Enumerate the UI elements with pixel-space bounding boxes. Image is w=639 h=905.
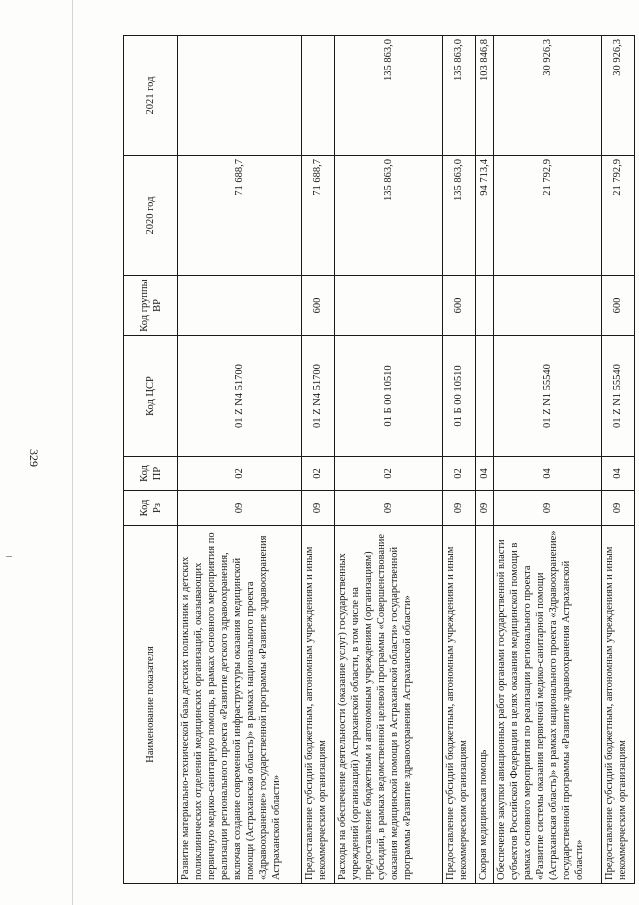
row-vr	[494, 276, 602, 336]
row-csr: 01 Z N1 55540	[494, 336, 602, 457]
row-csr	[475, 336, 493, 457]
row-csr: 01 Б 00 10510	[334, 336, 442, 457]
row-pr: 02	[442, 457, 475, 491]
row-csr: 01 Z N4 51700	[301, 336, 334, 457]
table-row	[601, 36, 634, 884]
row-name: Предоставление субсидий бюджетным, автономным учреждениям и иным некоммерческим организациям	[301, 526, 334, 884]
row-2020: 135 863,0	[334, 156, 442, 276]
row-pr: 04	[494, 457, 602, 491]
row-rz: 09	[494, 491, 602, 526]
row-2021	[301, 36, 334, 156]
row-vr	[178, 276, 302, 336]
row-2021: 135 863,0	[442, 36, 475, 156]
row-2020: 94 713,4	[475, 156, 493, 276]
row-csr: 01 Z N4 51700	[178, 336, 302, 457]
row-name: Расходы на обеспечение деятельности (оказание услуг) государственных учреждений (организаций) Астраханской области, в том числе на предоставление бюджетным и автономным учреждениям (организациям) субсидий, в рамках ведомственной целевой программы «Совершенствование оказания медицинской помощи в Астраханской области» государственной программы «Развитие здравоохранения Астраханской области»	[334, 526, 442, 884]
header-2021: 2021 год	[124, 36, 178, 156]
header-name: Наименование показателя	[124, 526, 178, 884]
row-csr: 01 Б 00 10510	[442, 336, 475, 457]
rotated-page-content	[123, 36, 635, 884]
header-vr: Код группы ВР	[124, 276, 178, 336]
row-2021: 30 926,3	[601, 36, 634, 156]
row-rz: 09	[334, 491, 442, 526]
table-row	[334, 36, 442, 884]
table-row	[442, 36, 475, 884]
budget-table	[123, 35, 635, 884]
row-2020: 21 792,9	[494, 156, 602, 276]
row-csr: 01 Z N1 55540	[601, 336, 634, 457]
row-name: Развитие материально-технической базы детских поликлиник и детских поликлинических отделений медицинских организаций, оказывающих первичную медико-санитарную помощь, в рамках основного мероприятия по реализации регионального проекта «Развитие детского здравоохранения, включая создание современной инфраструктуры оказания медицинской помощи (Астраханская область)» в рамках национального проекта «Здравоохранение» государственной программы «Развитие здравоохранения Астраханской области»	[178, 526, 302, 884]
row-name: Предоставление субсидий бюджетным, автономным учреждениям и иным некоммерческим организациям	[601, 526, 634, 884]
table-row	[178, 36, 302, 884]
row-2020: 21 792,9	[601, 156, 634, 276]
row-pr: 02	[301, 457, 334, 491]
header-2020: 2020 год	[124, 156, 178, 276]
row-2020: 71 688,7	[301, 156, 334, 276]
row-vr: 600	[601, 276, 634, 336]
header-pr: Код ПР	[124, 457, 178, 491]
page-number: 329	[27, 449, 41, 467]
row-2020: 135 863,0	[442, 156, 475, 276]
row-2021: 135 863,0	[334, 36, 442, 156]
row-pr: 04	[475, 457, 493, 491]
scan-margin-line	[72, 0, 73, 905]
row-pr: 02	[178, 457, 302, 491]
row-pr: 02	[334, 457, 442, 491]
row-rz: 09	[601, 491, 634, 526]
row-name: Предоставление субсидий бюджетным, автономным учреждениям и иным некоммерческим организациям	[442, 526, 475, 884]
row-2020: 71 688,7	[178, 156, 302, 276]
row-2021: 103 846,8	[475, 36, 493, 156]
row-vr	[334, 276, 442, 336]
table-row	[475, 36, 493, 884]
header-csr: Код ЦСР	[124, 336, 178, 457]
row-rz: 09	[475, 491, 493, 526]
row-2021: 30 926,3	[494, 36, 602, 156]
row-name: Обеспечение закупки авиационных работ органами государственной власти субъектов Российской Федерации в целях оказания медицинской помощи в рамках основного мероприятия по реализации регионального проекта «Развитие системы оказания первичной медико-санитарной помощи (Астраханская область)» в рамках национального проекта «Здравоохранение» государственной программы «Развитие здравоохранения Астраханской области»	[494, 526, 602, 884]
row-rz: 09	[442, 491, 475, 526]
header-rz: Код Рз	[124, 491, 178, 526]
scan-mark	[6, 556, 12, 557]
row-2021	[178, 36, 302, 156]
table-row	[494, 36, 602, 884]
row-vr: 600	[301, 276, 334, 336]
row-vr: 600	[442, 276, 475, 336]
table-row	[301, 36, 334, 884]
row-name: Скорая медицинская помощь	[475, 526, 493, 884]
table-header-row	[124, 36, 178, 884]
row-rz: 09	[301, 491, 334, 526]
row-pr: 04	[601, 457, 634, 491]
row-rz: 09	[178, 491, 302, 526]
row-vr	[475, 276, 493, 336]
